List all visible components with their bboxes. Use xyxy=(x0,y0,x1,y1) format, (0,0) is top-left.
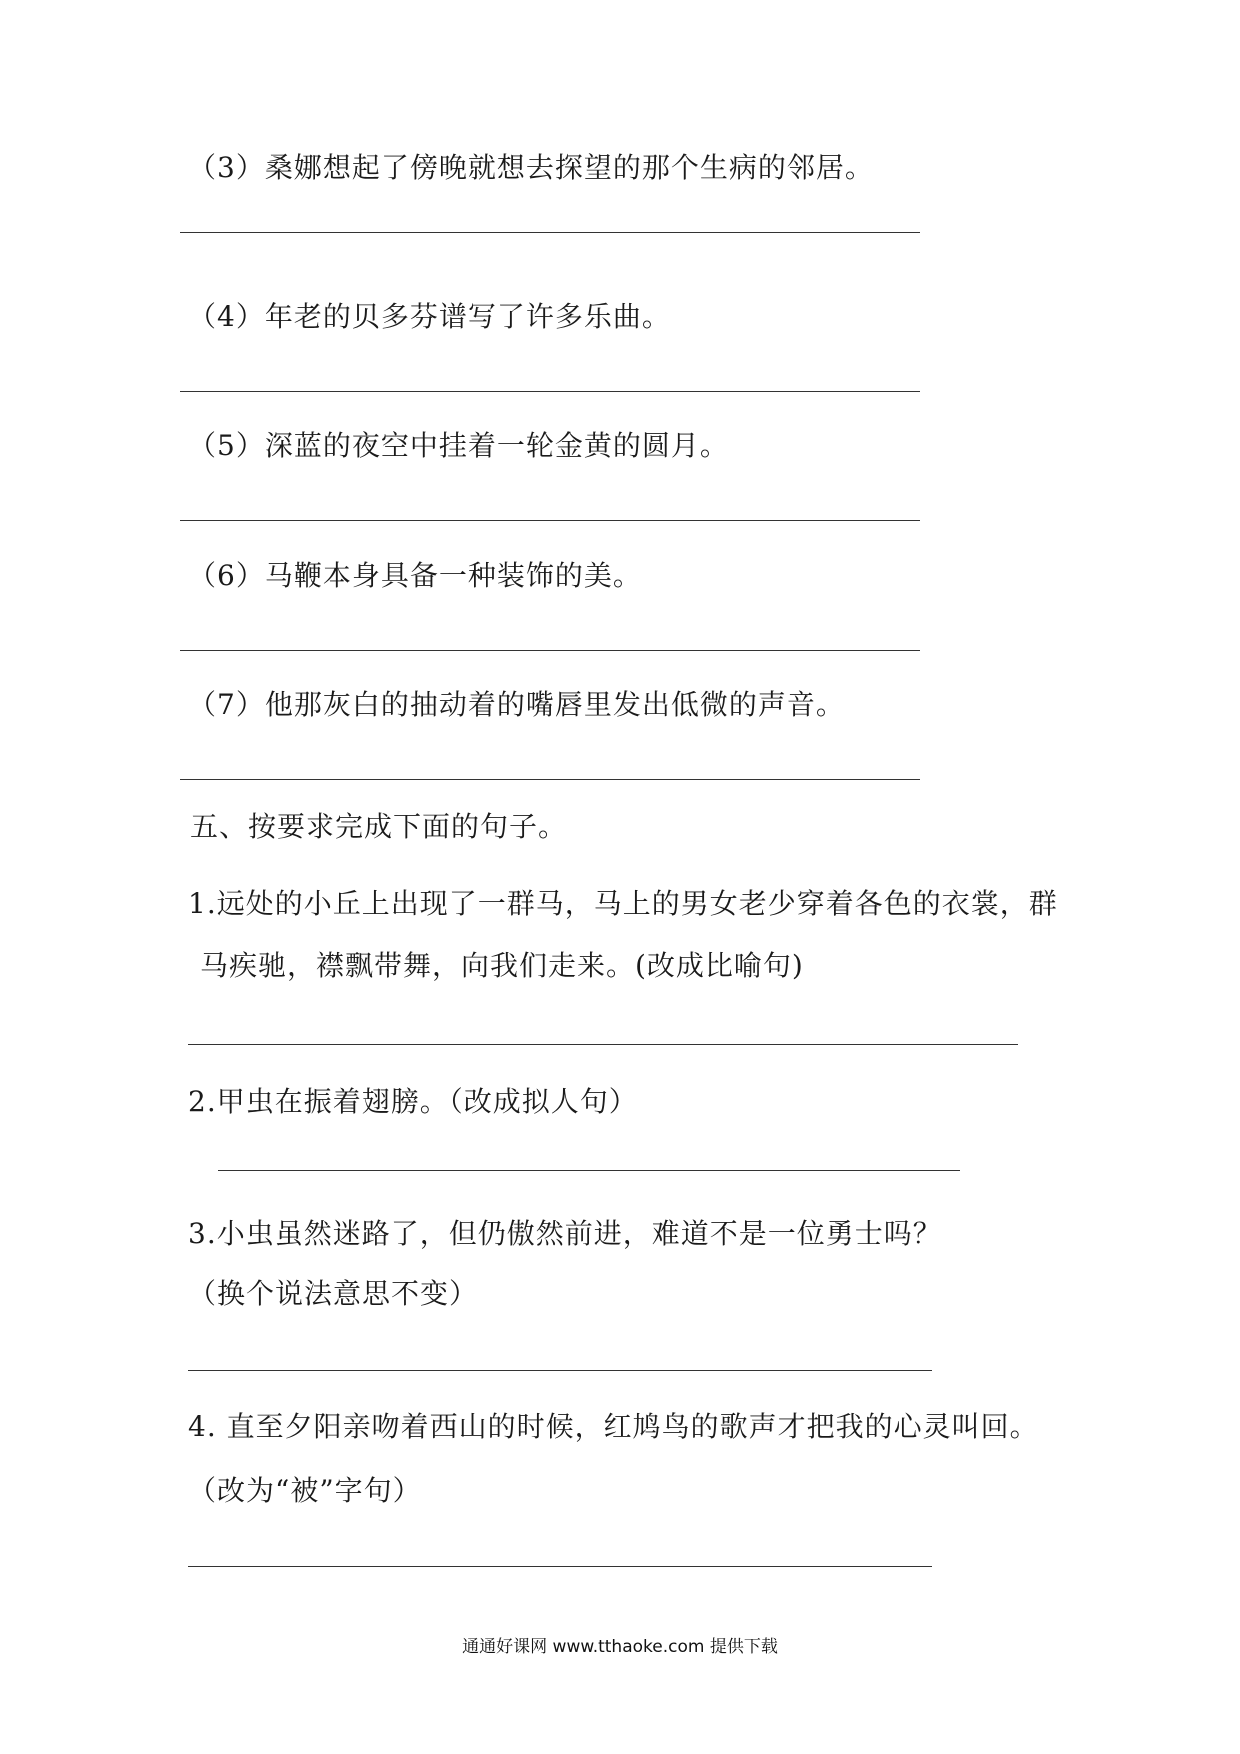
answer-line-5[interactable] xyxy=(180,520,920,521)
item-7: （7）他那灰白的抽动着的嘴唇里发出低微的声音。 xyxy=(188,688,845,721)
answer-line-q1[interactable] xyxy=(188,1044,1018,1045)
question-1-line-1: 1.远处的小丘上出现了一群马，马上的男女老少穿着各色的衣裳，群 xyxy=(188,887,1058,920)
item-3: （3）桑娜想起了傍晚就想去探望的那个生病的邻居。 xyxy=(188,151,874,184)
footer-credit: 通通好课网 www.tthaoke.com 提供下载 xyxy=(462,1637,778,1657)
answer-line-3[interactable] xyxy=(180,232,920,233)
answer-line-q2[interactable] xyxy=(218,1170,960,1171)
answer-line-q3[interactable] xyxy=(188,1370,932,1371)
question-2: 2.甲虫在振着翅膀。（改成拟人句） xyxy=(188,1085,638,1118)
answer-line-4[interactable] xyxy=(180,391,920,392)
section-heading: 五、按要求完成下面的句子。 xyxy=(190,810,568,843)
question-3-line-1: 3.小虫虽然迷路了，但仍傲然前进，难道不是一位勇士吗？ xyxy=(188,1217,942,1250)
answer-line-6[interactable] xyxy=(180,650,920,651)
question-1-line-2: 马疾驰，襟飘带舞，向我们走来。(改成比喻句) xyxy=(200,949,804,982)
question-4-line-1: 4. 直至夕阳亲吻着西山的时候，红鸠鸟的歌声才把我的心灵叫回。 xyxy=(188,1410,1039,1443)
answer-line-q4[interactable] xyxy=(188,1566,932,1567)
question-4-line-2: （改为“被”字句） xyxy=(188,1474,422,1507)
item-4: （4）年老的贝多芬谱写了许多乐曲。 xyxy=(188,300,671,333)
item-6: （6）马鞭本身具备一种装饰的美。 xyxy=(188,559,642,592)
answer-line-7[interactable] xyxy=(180,779,920,780)
question-3-line-2: （换个说法意思不变） xyxy=(188,1277,479,1310)
item-5: （5）深蓝的夜空中挂着一轮金黄的圆月。 xyxy=(188,429,729,462)
